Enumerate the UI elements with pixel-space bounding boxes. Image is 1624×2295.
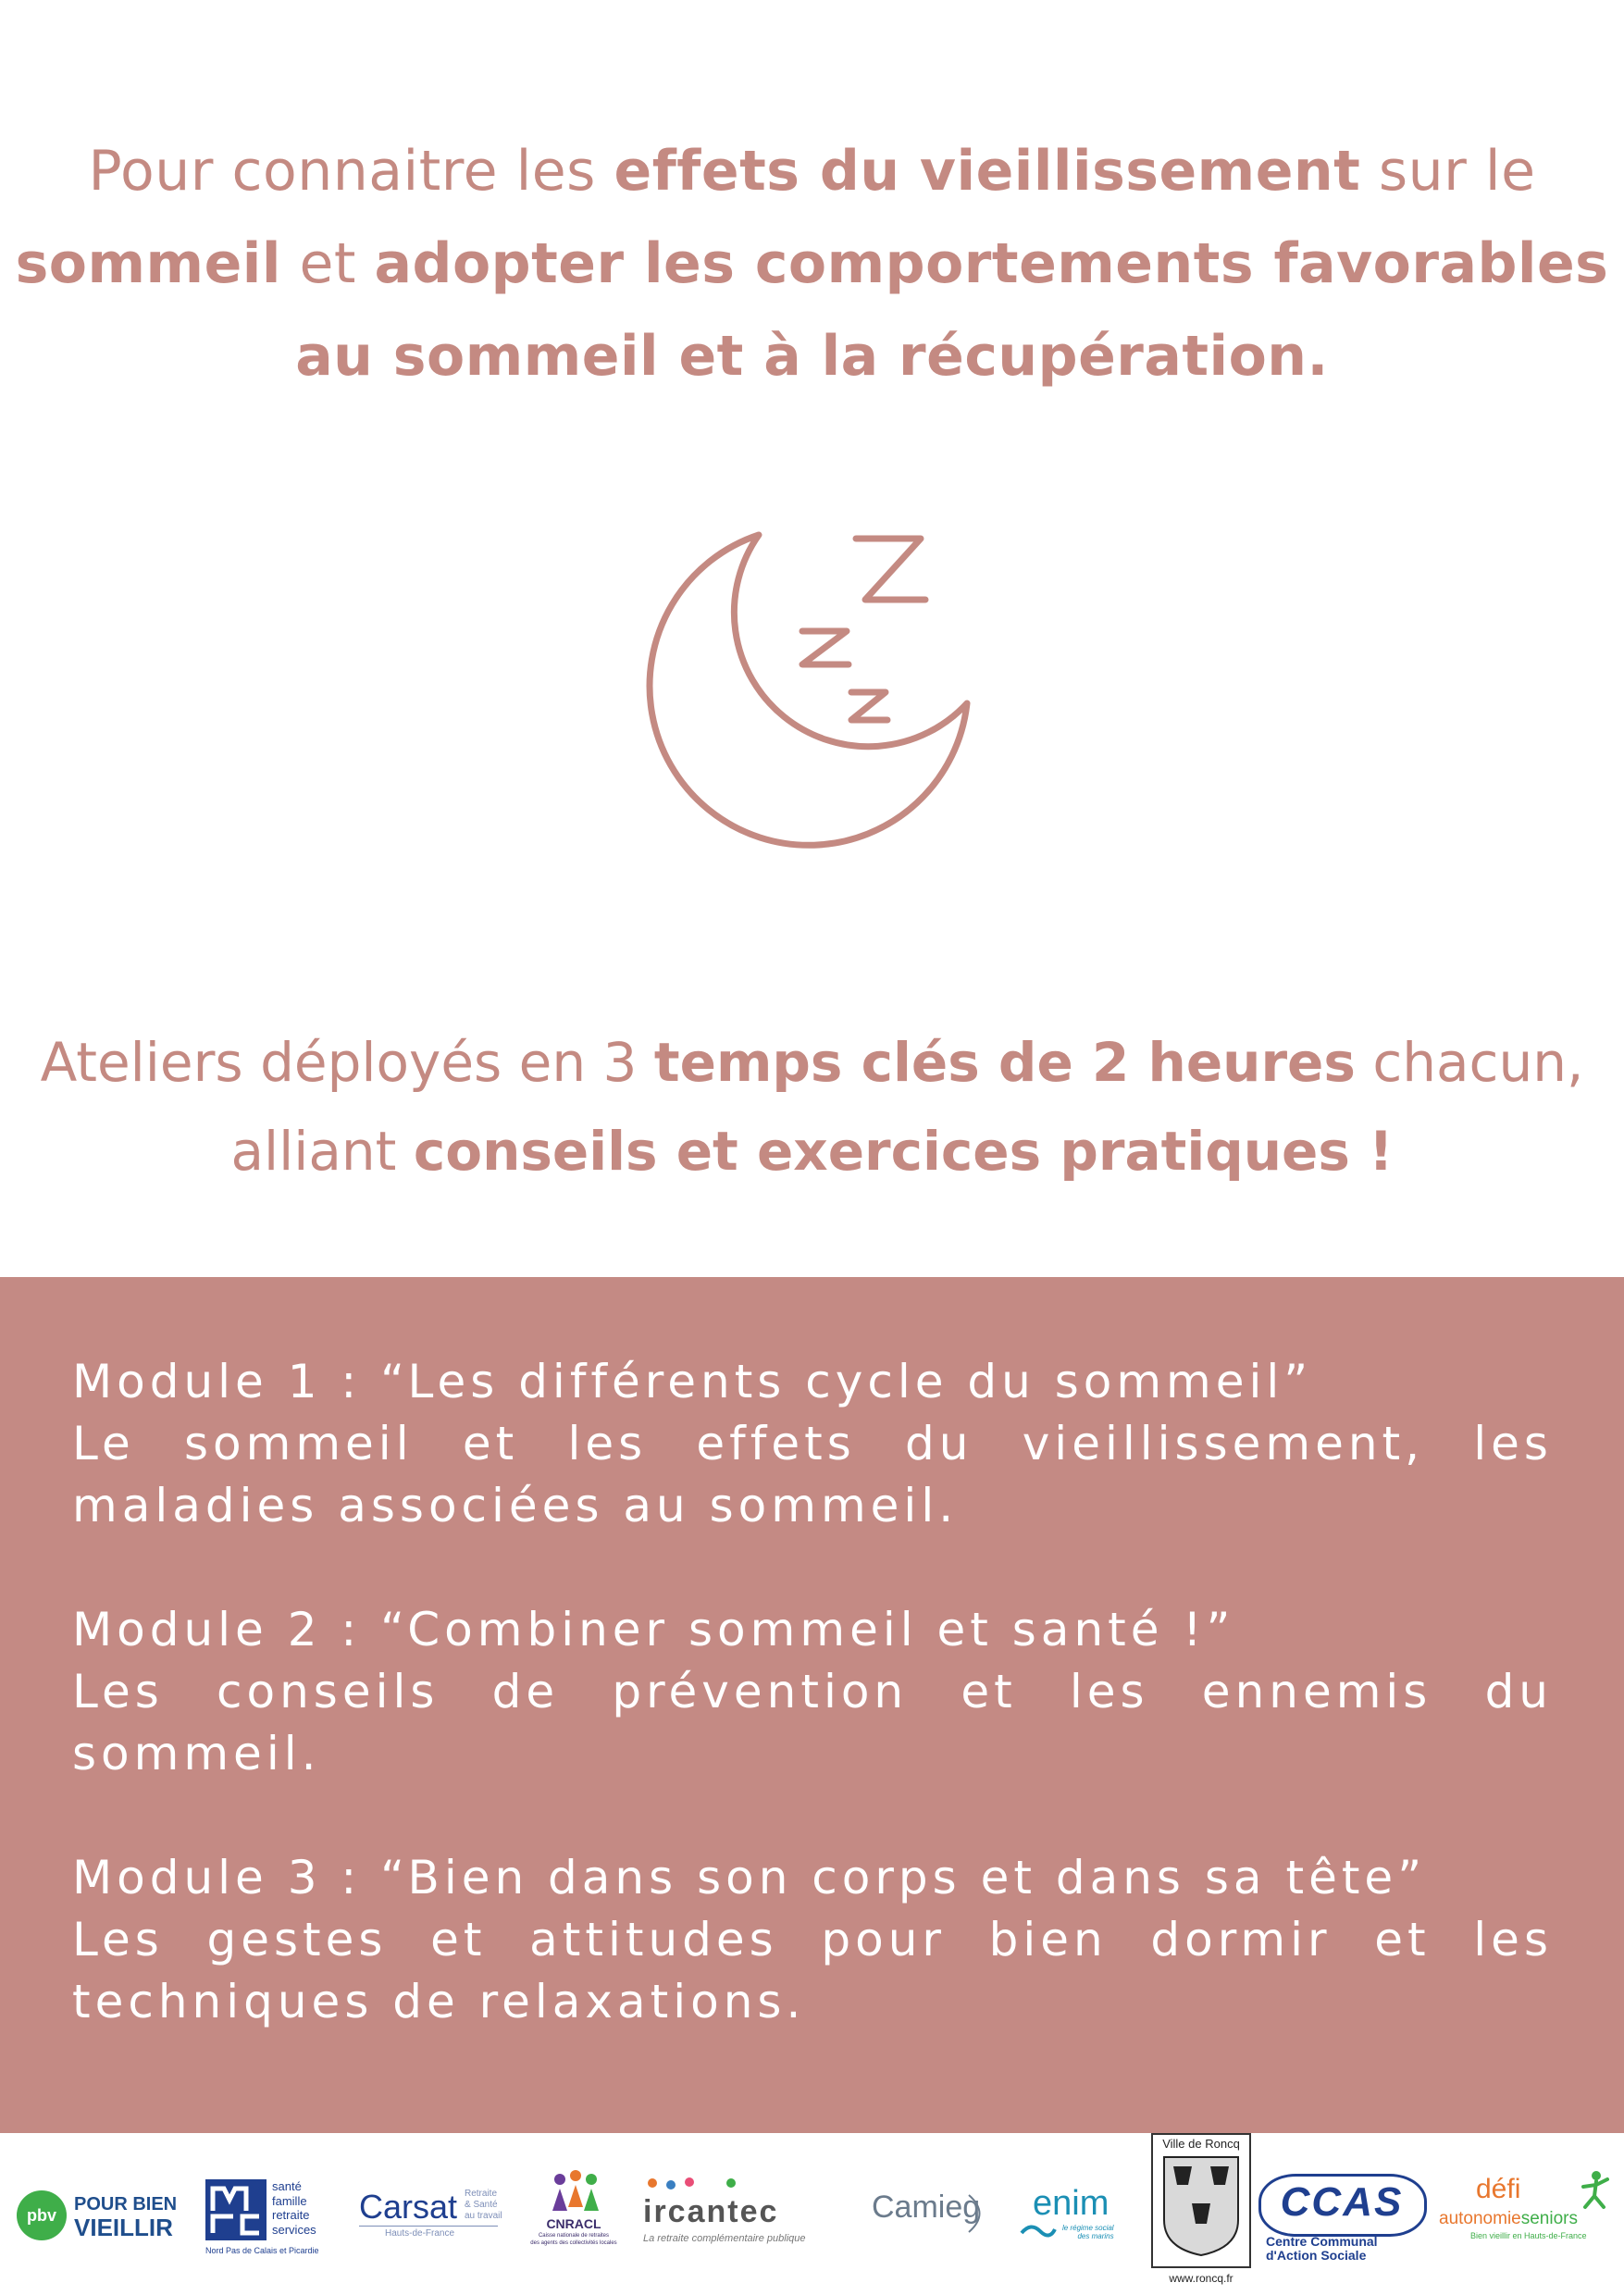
carsat-side-line: Retraite (465, 2189, 498, 2199)
logo-defi-autonomie-seniors (1439, 2170, 1619, 2263)
intro-bold-part: effets du vieillissement (614, 139, 1361, 204)
carsat-name: Carsat (359, 2188, 458, 2226)
workshop-text-part: Ateliers déployés en 3 (40, 1031, 654, 1094)
defi-runner-icon (1576, 2170, 1613, 2211)
module-3-title: Module 3 : “Bien dans son corps et dans sa tête” (72, 1851, 1427, 1904)
msa-region: Nord Pas de Calais et Picardie (205, 2246, 319, 2255)
logo-ircantec (643, 2177, 819, 2252)
module-1 (72, 1351, 1553, 1537)
defi-line2 (1439, 2209, 1578, 2229)
defi-tagline: Bien vieillir en Hauts-de-France (1470, 2231, 1587, 2240)
large-z (856, 539, 925, 600)
ccas-tagline (1266, 2235, 1378, 2263)
workshop-text-part: chacun, alliant (230, 1031, 1584, 1183)
logo-enim (1020, 2184, 1140, 2244)
cnracl-name: CNRACL (546, 2216, 601, 2231)
module-2-description: Les conseils de prévention et les ennemis du sommeil. (72, 1665, 1553, 1780)
enim-wave-icon (1020, 2220, 1057, 2239)
carsat-region: Hauts-de-France (385, 2228, 455, 2239)
intro-bold-part: adopter les comportements favorables au sommeil et à la récupération. (295, 231, 1609, 389)
defi-line1: défi (1476, 2174, 1521, 2204)
logo-ville-de-roncq (1146, 2133, 1257, 2295)
ccas-tagline-line: d'Action Sociale (1266, 2248, 1367, 2263)
workshop-bold-part: temps clés de 2 heures (653, 1031, 1356, 1094)
roncq-frame (1151, 2133, 1251, 2268)
msa-tagline (272, 2179, 316, 2237)
workshop-bold-part: conseils et exercices pratiques ! (413, 1120, 1394, 1183)
defi-seniors: seniors (1520, 2209, 1578, 2228)
logo-camieg (872, 2189, 992, 2244)
module-2 (72, 1599, 1553, 1785)
roncq-url: www.roncq.fr (1169, 2272, 1233, 2285)
small-z (851, 692, 887, 720)
intro-bold-part: sommeil (15, 231, 281, 296)
logo-cnracl (523, 2170, 625, 2263)
cnracl-sub2: des agents des collectivités locales (530, 2240, 617, 2246)
carsat-side-line: & Santé (465, 2200, 498, 2210)
intro-text (0, 125, 1624, 403)
logo-ccas (1258, 2174, 1425, 2266)
logo-pour-bien-vieillir (17, 2190, 202, 2246)
carsat-side (465, 2189, 502, 2222)
defi-autonomie: autonomie (1439, 2209, 1521, 2228)
msa-line: santé (272, 2179, 302, 2193)
module-2-title: Module 2 : “Combiner sommeil et santé !” (72, 1603, 1235, 1656)
msa-mark-icon (205, 2179, 267, 2240)
partner-logos (0, 2133, 1624, 2295)
sleeping-moon-icon (643, 527, 986, 870)
cnracl-people-icon (543, 2170, 608, 2214)
msa-line: retraite (272, 2208, 310, 2222)
enim-tagline-line: des marins (1077, 2232, 1114, 2240)
camieg-name: Camieg (872, 2190, 981, 2225)
ircantec-tagline: La retraite complémentaire publique (643, 2233, 806, 2244)
roncq-title: Ville de Roncq (1162, 2137, 1240, 2151)
intro-text-part: et (280, 231, 375, 296)
module-1-description: Le sommeil et les effets du vieillissement, les maladies associées au sommeil. (72, 1417, 1553, 1532)
ccas-tagline-line: Centre Communal (1266, 2234, 1378, 2249)
module-3 (72, 1847, 1553, 2033)
medium-z (802, 631, 849, 664)
module-3-description: Les gestes et attitudes pour bien dormir et les techniques de relaxations. (72, 1913, 1553, 2028)
ccas-name: CCAS (1280, 2179, 1404, 2225)
module-1-title: Module 1 : “Les différents cycle du sommeil” (72, 1355, 1313, 1408)
camieg-wave-icon (964, 2190, 992, 2237)
enim-name: enim (1033, 2184, 1110, 2223)
logo-carsat (359, 2189, 507, 2253)
intro-text-part: sur le (1360, 139, 1536, 204)
pbv-line2: VIEILLIR (74, 2214, 173, 2241)
moon-outline (650, 535, 967, 845)
cnracl-sub1: Caisse nationale de retraites (538, 2233, 610, 2239)
roncq-coat-of-arms-icon (1162, 2155, 1240, 2257)
carsat-side-line: au travail (465, 2211, 502, 2221)
msa-line: services (272, 2222, 316, 2237)
pbv-line1: POUR BIEN (74, 2194, 178, 2214)
moon-zzz-svg (643, 527, 986, 870)
msa-line: famille (272, 2193, 307, 2208)
pbv-badge: pbv (17, 2190, 67, 2240)
enim-tagline-line: le régime social (1062, 2224, 1114, 2232)
logo-msa (205, 2179, 353, 2263)
workshop-summary (0, 1018, 1624, 1196)
intro-text-part: Pour connaitre les (88, 139, 614, 204)
enim-tagline (1062, 2224, 1114, 2240)
ircantec-name: ircantec (643, 2194, 779, 2229)
